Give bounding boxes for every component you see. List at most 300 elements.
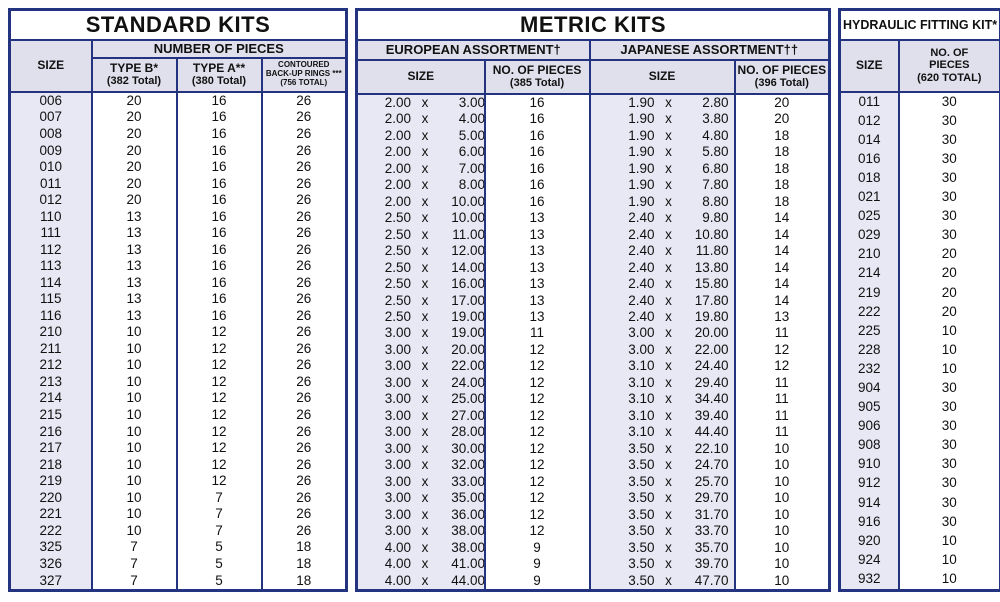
pieces-cell: 30 bbox=[899, 169, 1000, 188]
size-pair-cell: 3.00 x 20.00 bbox=[357, 342, 485, 358]
table-row bbox=[357, 325, 830, 341]
pieces-cell: 20 bbox=[899, 283, 1000, 302]
table-row bbox=[840, 417, 1000, 436]
pieces-cell: 12 bbox=[177, 423, 262, 440]
size-cell: 110 bbox=[10, 208, 92, 225]
table-row bbox=[10, 407, 347, 424]
size-cell: 916 bbox=[840, 513, 899, 532]
size-pair-cell: 3.00 x 32.00 bbox=[357, 457, 485, 473]
pieces-cell: 13 bbox=[485, 292, 590, 308]
pieces-cell: 26 bbox=[262, 489, 347, 506]
size-pair-cell: 2.50 x 10.00 bbox=[357, 210, 485, 226]
size-pair-cell: 2.00 x 4.00 bbox=[357, 111, 485, 127]
table-row bbox=[10, 456, 347, 473]
pieces-cell: 20 bbox=[899, 264, 1000, 283]
size-cell: 920 bbox=[840, 532, 899, 551]
standard-kits-header bbox=[10, 10, 347, 92]
table-row bbox=[840, 570, 1000, 589]
size-pair-cell: 3.50 x 22.10 bbox=[590, 440, 735, 456]
standard-kits-filler bbox=[10, 589, 347, 591]
table-row bbox=[357, 309, 830, 325]
pieces-cell: 12 bbox=[485, 523, 590, 539]
hydraulic-kit-header bbox=[840, 10, 1000, 92]
pieces-cell: 13 bbox=[92, 274, 177, 291]
pieces-cell: 30 bbox=[899, 207, 1000, 226]
hydraulic-kit-title: HYDRAULIC FITTING KIT* bbox=[840, 10, 1000, 40]
size-pair-cell: 3.10 x 24.40 bbox=[590, 358, 735, 374]
size-pair-cell: 1.90 x 4.80 bbox=[590, 127, 735, 143]
table-row bbox=[357, 160, 830, 176]
size-cell: 029 bbox=[840, 226, 899, 245]
pieces-cell: 30 bbox=[899, 226, 1000, 245]
table-row bbox=[840, 112, 1000, 131]
size-cell: 021 bbox=[840, 188, 899, 207]
type-b-header: TYPE B* (382 Total) bbox=[92, 58, 177, 92]
pieces-cell: 18 bbox=[262, 555, 347, 572]
size-pair-cell: 3.00 x 28.00 bbox=[357, 424, 485, 440]
size-pair-cell: 2.40 x 9.80 bbox=[590, 210, 735, 226]
table-row bbox=[840, 264, 1000, 283]
standard-kits-title: STANDARD KITS bbox=[10, 10, 347, 40]
pieces-cell: 26 bbox=[262, 291, 347, 308]
size-pair-cell: 4.00 x 41.00 bbox=[357, 556, 485, 572]
table-row bbox=[10, 440, 347, 457]
size-cell: 111 bbox=[10, 225, 92, 242]
hydraulic-pieces-header: NO. OF PIECES (620 TOTAL) bbox=[899, 40, 1000, 92]
pieces-cell: 26 bbox=[262, 423, 347, 440]
size-cell: 214 bbox=[840, 264, 899, 283]
pieces-cell: 16 bbox=[177, 159, 262, 176]
pieces-cell: 14 bbox=[735, 226, 830, 242]
table-row bbox=[357, 226, 830, 242]
size-pair-cell: 2.40 x 11.80 bbox=[590, 243, 735, 259]
pieces-cell: 18 bbox=[735, 177, 830, 193]
pieces-cell: 5 bbox=[177, 539, 262, 556]
pieces-cell: 7 bbox=[92, 572, 177, 589]
size-cell: 011 bbox=[840, 92, 899, 112]
size-cell: 213 bbox=[10, 374, 92, 391]
size-cell: 222 bbox=[10, 522, 92, 539]
japanese-size-header: SIZE bbox=[590, 60, 735, 94]
pieces-cell: 14 bbox=[735, 292, 830, 308]
table-row bbox=[357, 210, 830, 226]
table-row bbox=[840, 360, 1000, 379]
pieces-cell: 20 bbox=[92, 192, 177, 209]
size-pair-cell: 2.40 x 10.80 bbox=[590, 226, 735, 242]
size-pair-cell: 3.50 x 31.70 bbox=[590, 506, 735, 522]
size-pair-cell: 2.00 x 5.00 bbox=[357, 127, 485, 143]
pieces-cell: 26 bbox=[262, 208, 347, 225]
pieces-cell: 12 bbox=[485, 375, 590, 391]
size-cell: 904 bbox=[840, 379, 899, 398]
pieces-cell: 16 bbox=[485, 94, 590, 112]
pieces-cell: 12 bbox=[485, 473, 590, 489]
size-pair-cell: 2.50 x 12.00 bbox=[357, 243, 485, 259]
pieces-cell: 13 bbox=[485, 243, 590, 259]
size-cell: 232 bbox=[840, 360, 899, 379]
pieces-cell: 12 bbox=[177, 407, 262, 424]
size-cell: 218 bbox=[10, 456, 92, 473]
hydraulic-size-header: SIZE bbox=[840, 40, 899, 92]
size-pair-cell: 3.50 x 24.70 bbox=[590, 457, 735, 473]
pieces-cell: 30 bbox=[899, 474, 1000, 493]
pieces-cell: 16 bbox=[177, 92, 262, 110]
size-pair-cell: 3.10 x 29.40 bbox=[590, 375, 735, 391]
pieces-cell: 12 bbox=[735, 358, 830, 374]
size-pair-cell: 1.90 x 7.80 bbox=[590, 177, 735, 193]
table-row bbox=[840, 188, 1000, 207]
pieces-cell: 18 bbox=[262, 539, 347, 556]
pieces-cell: 30 bbox=[899, 112, 1000, 131]
size-pair-cell: 3.50 x 29.70 bbox=[590, 490, 735, 506]
pieces-cell: 16 bbox=[177, 142, 262, 159]
pieces-cell: 30 bbox=[899, 379, 1000, 398]
table-row bbox=[840, 455, 1000, 474]
table-row bbox=[840, 322, 1000, 341]
pieces-cell: 20 bbox=[92, 92, 177, 110]
pieces-cell: 10 bbox=[92, 489, 177, 506]
size-cell: 212 bbox=[10, 357, 92, 374]
pieces-cell: 16 bbox=[177, 307, 262, 324]
table-row bbox=[840, 379, 1000, 398]
size-pair-cell: 2.40 x 17.80 bbox=[590, 292, 735, 308]
pieces-cell: 30 bbox=[899, 150, 1000, 169]
table-row bbox=[10, 473, 347, 490]
pieces-cell: 20 bbox=[899, 303, 1000, 322]
table-row bbox=[357, 523, 830, 539]
size-cell: 222 bbox=[840, 303, 899, 322]
size-cell: 116 bbox=[10, 307, 92, 324]
table-row bbox=[10, 225, 347, 242]
table-row bbox=[10, 489, 347, 506]
pieces-cell: 16 bbox=[177, 291, 262, 308]
pieces-cell: 12 bbox=[485, 440, 590, 456]
pieces-cell: 26 bbox=[262, 92, 347, 110]
hydraulic-fitting-kit-table bbox=[838, 8, 1000, 592]
pieces-cell: 16 bbox=[485, 177, 590, 193]
pieces-cell: 7 bbox=[177, 506, 262, 523]
pieces-cell: 30 bbox=[899, 398, 1000, 417]
pieces-cell: 18 bbox=[735, 160, 830, 176]
pieces-cell: 26 bbox=[262, 357, 347, 374]
pieces-cell: 10 bbox=[735, 473, 830, 489]
size-cell: 932 bbox=[840, 570, 899, 589]
table-row bbox=[10, 341, 347, 358]
size-pair-cell: 3.00 x 20.00 bbox=[590, 325, 735, 341]
pieces-cell: 14 bbox=[735, 243, 830, 259]
pieces-cell: 20 bbox=[92, 126, 177, 143]
size-pair-cell: 2.40 x 13.80 bbox=[590, 259, 735, 275]
pieces-cell: 12 bbox=[485, 358, 590, 374]
table-row bbox=[840, 150, 1000, 169]
pieces-cell: 10 bbox=[735, 506, 830, 522]
metric-kits-title: METRIC KITS bbox=[357, 10, 830, 40]
size-cell: 914 bbox=[840, 493, 899, 512]
size-pair-cell: 3.50 x 39.70 bbox=[590, 556, 735, 572]
table-row bbox=[357, 276, 830, 292]
pieces-cell: 12 bbox=[177, 473, 262, 490]
size-pair-cell: 3.00 x 30.00 bbox=[357, 440, 485, 456]
table-row bbox=[10, 126, 347, 143]
size-pair-cell: 3.00 x 22.00 bbox=[357, 358, 485, 374]
metric-kits-header bbox=[357, 10, 830, 94]
european-size-header: SIZE bbox=[357, 60, 485, 94]
pieces-cell: 10 bbox=[899, 532, 1000, 551]
size-cell: 211 bbox=[10, 341, 92, 358]
pieces-cell: 26 bbox=[262, 522, 347, 539]
pieces-cell: 30 bbox=[899, 455, 1000, 474]
pieces-cell: 10 bbox=[92, 473, 177, 490]
table-row bbox=[357, 342, 830, 358]
pieces-cell: 7 bbox=[92, 539, 177, 556]
contoured-backup-rings-header: CONTOURED BACK-UP RINGS *** (756 TOTAL) bbox=[262, 58, 347, 92]
pieces-cell: 13 bbox=[735, 309, 830, 325]
table-row bbox=[10, 258, 347, 275]
pieces-cell: 10 bbox=[899, 322, 1000, 341]
size-cell: 007 bbox=[10, 109, 92, 126]
pieces-cell: 12 bbox=[485, 490, 590, 506]
pieces-cell: 13 bbox=[92, 291, 177, 308]
pieces-cell: 7 bbox=[92, 555, 177, 572]
pieces-cell: 16 bbox=[485, 144, 590, 160]
type-a-header: TYPE A** (380 Total) bbox=[177, 58, 262, 92]
size-cell: 016 bbox=[840, 150, 899, 169]
table-row bbox=[357, 259, 830, 275]
size-pair-cell: 2.50 x 11.00 bbox=[357, 226, 485, 242]
size-cell: 220 bbox=[10, 489, 92, 506]
table-row bbox=[357, 473, 830, 489]
size-cell: 210 bbox=[10, 324, 92, 341]
pieces-cell: 5 bbox=[177, 555, 262, 572]
pieces-cell: 10 bbox=[92, 456, 177, 473]
table-row bbox=[840, 341, 1000, 360]
size-pair-cell: 2.50 x 16.00 bbox=[357, 276, 485, 292]
table-row bbox=[840, 303, 1000, 322]
table-row bbox=[357, 94, 830, 112]
pieces-cell: 10 bbox=[92, 440, 177, 457]
pieces-cell: 26 bbox=[262, 274, 347, 291]
table-row bbox=[357, 572, 830, 589]
pieces-cell: 10 bbox=[735, 490, 830, 506]
pieces-cell: 10 bbox=[92, 407, 177, 424]
table-row bbox=[357, 506, 830, 522]
table-row bbox=[10, 274, 347, 291]
size-pair-cell: 1.90 x 5.80 bbox=[590, 144, 735, 160]
size-cell: 018 bbox=[840, 169, 899, 188]
table-row bbox=[10, 159, 347, 176]
size-pair-cell: 3.00 x 24.00 bbox=[357, 375, 485, 391]
size-cell: 006 bbox=[10, 92, 92, 110]
table-row bbox=[10, 390, 347, 407]
size-pair-cell: 3.00 x 25.00 bbox=[357, 391, 485, 407]
size-cell: 217 bbox=[10, 440, 92, 457]
size-pair-cell: 3.50 x 47.70 bbox=[590, 572, 735, 589]
pieces-cell: 16 bbox=[177, 109, 262, 126]
pieces-cell: 10 bbox=[92, 390, 177, 407]
pieces-cell: 13 bbox=[485, 309, 590, 325]
table-row bbox=[357, 193, 830, 209]
table-row bbox=[840, 169, 1000, 188]
size-pair-cell: 3.00 x 19.00 bbox=[357, 325, 485, 341]
pieces-cell: 10 bbox=[92, 423, 177, 440]
metric-kits-table bbox=[355, 8, 831, 592]
size-pair-cell: 2.40 x 15.80 bbox=[590, 276, 735, 292]
table-row bbox=[357, 457, 830, 473]
pieces-cell: 13 bbox=[485, 210, 590, 226]
pieces-cell: 10 bbox=[735, 556, 830, 572]
pieces-cell: 12 bbox=[177, 324, 262, 341]
table-row bbox=[10, 506, 347, 523]
size-pair-cell: 2.00 x 10.00 bbox=[357, 193, 485, 209]
pieces-cell: 10 bbox=[92, 341, 177, 358]
size-cell: 113 bbox=[10, 258, 92, 275]
pieces-cell: 12 bbox=[177, 440, 262, 457]
pieces-cell: 13 bbox=[92, 225, 177, 242]
pieces-cell: 26 bbox=[262, 407, 347, 424]
pieces-cell: 16 bbox=[177, 175, 262, 192]
size-cell: 214 bbox=[10, 390, 92, 407]
pieces-cell: 16 bbox=[485, 160, 590, 176]
pieces-cell: 16 bbox=[177, 192, 262, 209]
pieces-cell: 26 bbox=[262, 192, 347, 209]
size-cell: 327 bbox=[10, 572, 92, 589]
size-cell: 326 bbox=[10, 555, 92, 572]
metric-kits-body bbox=[357, 94, 830, 589]
size-pair-cell: 3.00 x 35.00 bbox=[357, 490, 485, 506]
pieces-cell: 20 bbox=[92, 109, 177, 126]
size-pair-cell: 3.10 x 34.40 bbox=[590, 391, 735, 407]
pieces-cell: 10 bbox=[899, 341, 1000, 360]
table-row bbox=[840, 131, 1000, 150]
size-cell: 012 bbox=[840, 112, 899, 131]
pieces-cell: 13 bbox=[92, 258, 177, 275]
pieces-cell: 30 bbox=[899, 493, 1000, 512]
pieces-cell: 13 bbox=[485, 276, 590, 292]
size-cell: 221 bbox=[10, 506, 92, 523]
size-cell: 011 bbox=[10, 175, 92, 192]
pieces-cell: 26 bbox=[262, 142, 347, 159]
pieces-cell: 13 bbox=[92, 307, 177, 324]
pieces-cell: 14 bbox=[735, 210, 830, 226]
pieces-cell: 9 bbox=[485, 556, 590, 572]
pieces-cell: 10 bbox=[735, 539, 830, 555]
size-pair-cell: 3.10 x 39.40 bbox=[590, 407, 735, 423]
table-row bbox=[840, 207, 1000, 226]
pieces-cell: 10 bbox=[735, 457, 830, 473]
table-row bbox=[357, 358, 830, 374]
pieces-cell: 26 bbox=[262, 258, 347, 275]
pieces-cell: 7 bbox=[177, 522, 262, 539]
size-pair-cell: 3.00 x 22.00 bbox=[590, 342, 735, 358]
size-pair-cell: 1.90 x 3.80 bbox=[590, 111, 735, 127]
pieces-cell: 11 bbox=[735, 391, 830, 407]
pieces-cell: 26 bbox=[262, 109, 347, 126]
pieces-cell: 18 bbox=[735, 127, 830, 143]
pieces-cell: 16 bbox=[177, 258, 262, 275]
table-row bbox=[10, 572, 347, 589]
size-pair-cell: 3.00 x 38.00 bbox=[357, 523, 485, 539]
pieces-cell: 10 bbox=[92, 357, 177, 374]
table-row bbox=[840, 226, 1000, 245]
table-row bbox=[840, 436, 1000, 455]
pieces-cell: 20 bbox=[92, 175, 177, 192]
pieces-cell: 12 bbox=[177, 390, 262, 407]
pieces-cell: 10 bbox=[899, 551, 1000, 570]
pieces-cell: 7 bbox=[177, 489, 262, 506]
european-assortment-header: EUROPEAN ASSORTMENT† bbox=[357, 40, 590, 60]
pieces-cell: 26 bbox=[262, 440, 347, 457]
pieces-cell: 12 bbox=[177, 341, 262, 358]
size-pair-cell: 2.00 x 6.00 bbox=[357, 144, 485, 160]
hydraulic-kit-body bbox=[840, 92, 1000, 589]
size-pair-cell: 3.10 x 44.40 bbox=[590, 424, 735, 440]
size-cell: 908 bbox=[840, 436, 899, 455]
pieces-cell: 12 bbox=[177, 374, 262, 391]
size-cell: 215 bbox=[10, 407, 92, 424]
pieces-cell: 12 bbox=[485, 391, 590, 407]
pieces-cell: 11 bbox=[485, 325, 590, 341]
pieces-cell: 11 bbox=[735, 325, 830, 341]
pieces-cell: 30 bbox=[899, 188, 1000, 207]
standard-kits-table bbox=[8, 8, 348, 592]
table-row bbox=[357, 424, 830, 440]
pieces-cell: 30 bbox=[899, 131, 1000, 150]
table-row bbox=[840, 398, 1000, 417]
table-row bbox=[10, 423, 347, 440]
size-cell: 924 bbox=[840, 551, 899, 570]
pieces-cell: 16 bbox=[177, 241, 262, 258]
table-row bbox=[840, 283, 1000, 302]
size-pair-cell: 2.00 x 3.00 bbox=[357, 94, 485, 112]
size-pair-cell: 3.50 x 35.70 bbox=[590, 539, 735, 555]
table-row bbox=[357, 556, 830, 572]
number-of-pieces-header: NUMBER OF PIECES bbox=[92, 40, 347, 58]
table-row bbox=[10, 522, 347, 539]
standard-size-header: SIZE bbox=[10, 40, 92, 92]
pieces-cell: 20 bbox=[735, 94, 830, 112]
table-row bbox=[10, 555, 347, 572]
pieces-cell: 16 bbox=[177, 126, 262, 143]
size-cell: 115 bbox=[10, 291, 92, 308]
table-row bbox=[840, 532, 1000, 551]
pieces-cell: 26 bbox=[262, 159, 347, 176]
size-cell: 905 bbox=[840, 398, 899, 417]
size-pair-cell: 3.00 x 36.00 bbox=[357, 506, 485, 522]
table-row bbox=[357, 127, 830, 143]
pieces-cell: 12 bbox=[735, 342, 830, 358]
japanese-assortment-header: JAPANESE ASSORTMENT†† bbox=[590, 40, 830, 60]
pieces-cell: 26 bbox=[262, 374, 347, 391]
table-row bbox=[357, 391, 830, 407]
size-cell: 225 bbox=[840, 322, 899, 341]
size-cell: 114 bbox=[10, 274, 92, 291]
pieces-cell: 26 bbox=[262, 241, 347, 258]
size-cell: 906 bbox=[840, 417, 899, 436]
pieces-cell: 14 bbox=[735, 259, 830, 275]
pieces-cell: 10 bbox=[735, 523, 830, 539]
pieces-cell: 9 bbox=[485, 572, 590, 589]
size-pair-cell: 4.00 x 38.00 bbox=[357, 539, 485, 555]
pieces-cell: 12 bbox=[177, 456, 262, 473]
pieces-cell: 12 bbox=[485, 506, 590, 522]
european-pieces-header: NO. OF PIECES (385 Total) bbox=[485, 60, 590, 94]
table-row bbox=[10, 175, 347, 192]
pieces-cell: 16 bbox=[177, 225, 262, 242]
pieces-cell: 20 bbox=[92, 159, 177, 176]
table-row bbox=[357, 111, 830, 127]
table-row bbox=[840, 92, 1000, 112]
size-pair-cell: 1.90 x 2.80 bbox=[590, 94, 735, 112]
